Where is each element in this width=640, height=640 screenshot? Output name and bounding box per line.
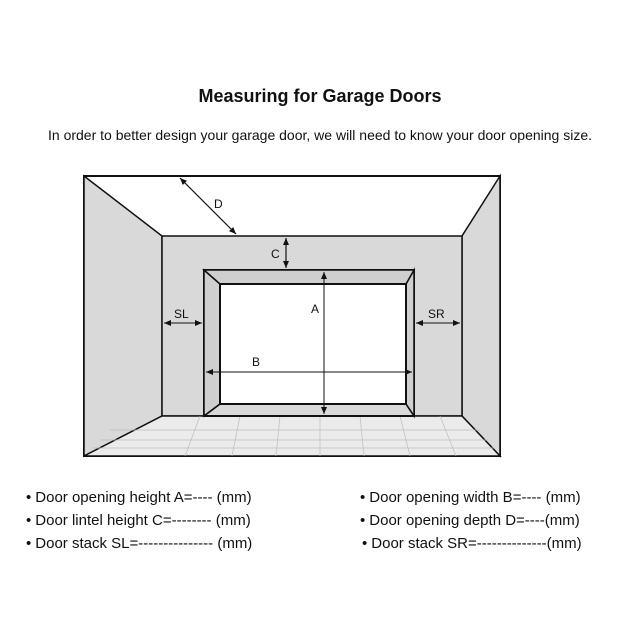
- label-b: B: [252, 355, 261, 369]
- page-title: Measuring for Garage Doors: [198, 86, 442, 106]
- bullet-icon: •: [360, 512, 366, 529]
- label-sr: SR: [428, 307, 445, 321]
- measure-width: • Door opening width B=---- (mm): [360, 489, 581, 506]
- intro-text: In order to better design your garage door, we will need to know your door opening size.: [48, 127, 592, 143]
- label-c: C: [271, 247, 280, 261]
- bullet-icon: •: [362, 535, 368, 552]
- door-recess-left: [204, 270, 220, 416]
- measure-lintel: • Door lintel height C=-------- (mm): [26, 512, 251, 529]
- door-recess-right: [406, 270, 414, 416]
- label-d: D: [214, 197, 223, 211]
- measure-stack-sl: • Door stack SL=--------------- (mm): [26, 535, 253, 552]
- measure-depth: • Door opening depth D=----(mm): [360, 512, 580, 529]
- bullet-icon: •: [360, 489, 366, 506]
- bullet-icon: •: [26, 535, 32, 552]
- door-recess-top: [204, 270, 414, 284]
- bullet-icon: •: [26, 489, 32, 506]
- bullet-icon: •: [26, 512, 32, 529]
- label-a: A: [311, 302, 320, 316]
- measure-height: • Door opening height A=---- (mm): [26, 489, 252, 506]
- label-sl: SL: [174, 307, 189, 321]
- measure-stack-sr: • Door stack SR=--------------(mm): [362, 535, 582, 552]
